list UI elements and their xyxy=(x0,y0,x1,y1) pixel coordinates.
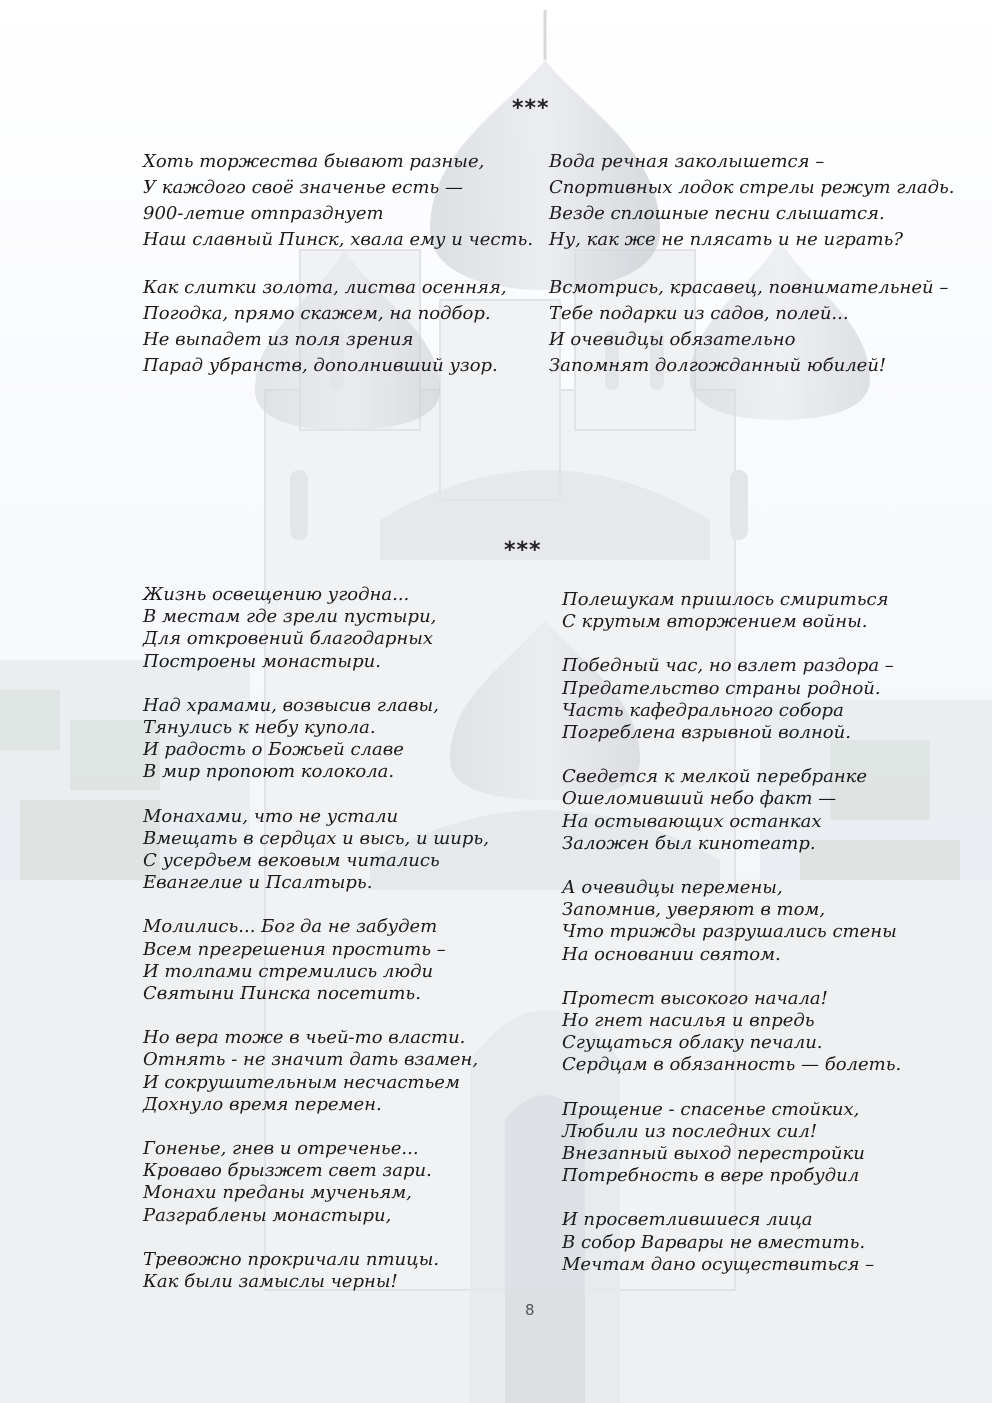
poem-line: На основании святом. xyxy=(562,943,781,965)
poem-line: Запомнят долгожданный юбилей! xyxy=(549,355,887,376)
poem-line: На остывающих останках xyxy=(562,810,822,832)
poem-line: Полешукам пришлось смириться xyxy=(562,589,889,610)
poem-line: С усердьем вековым читались xyxy=(143,850,440,872)
stanza xyxy=(562,1099,901,1188)
poem-line: Прощение - спасенье стойких, xyxy=(562,1098,860,1120)
stanza xyxy=(143,275,533,379)
stanza xyxy=(143,806,489,895)
poem-line: В собор Варвары не вместить. xyxy=(562,1231,866,1253)
poem-line: Сведется к мелкой перебранке xyxy=(562,766,868,788)
poem-line: Предательство страны родной. xyxy=(562,677,881,699)
poem-line: Внезапный выход перестройки xyxy=(562,1143,865,1165)
section1-right-poem xyxy=(549,149,955,401)
poem-line: Тревожно прокричали птицы. xyxy=(143,1248,440,1270)
poem-line: И толпами стремились люди xyxy=(143,960,434,982)
stanza xyxy=(562,988,901,1077)
poem-line: Часть кафедрального собора xyxy=(562,699,844,721)
poem-line: Не выпадет из поля зрения xyxy=(143,329,414,350)
stanza xyxy=(143,1249,489,1293)
stanza xyxy=(143,1027,489,1116)
stanza xyxy=(562,589,901,633)
section2-right-poem xyxy=(562,589,901,1298)
poem-line: Жизнь освещению угодна... xyxy=(143,584,410,605)
poem-line: Всем прегрешения простить – xyxy=(143,938,446,960)
poem-line: Над храмами, возвысив главы, xyxy=(143,694,439,716)
poem-line: В мир пропоют колокола. xyxy=(143,761,395,783)
section2-separator: *** xyxy=(504,538,542,563)
poem-line: 900-летие отпразднует xyxy=(143,203,384,224)
poem-line: Монахами, что не устали xyxy=(143,805,399,827)
poem-line: Погреблена взрывной волной. xyxy=(562,722,851,744)
poem-line: Святыни Пинска посетить. xyxy=(143,983,421,1005)
poem-line: Вода речная заколышется – xyxy=(549,151,825,172)
poem-line: Тебе подарки из садов, полей... xyxy=(549,303,849,324)
poem-line: Погодка, прямо скажем, на подбор. xyxy=(143,303,491,324)
poem-line: Гоненье, гнев и отреченье... xyxy=(143,1138,419,1160)
poem-line: И просветлившиеся лица xyxy=(562,1209,813,1231)
poem-line: Заложен был кинотеатр. xyxy=(562,832,816,854)
poem-line: А очевидцы перемены, xyxy=(562,877,783,899)
stanza xyxy=(143,149,533,253)
poem-line: Разграблены монастыри, xyxy=(143,1204,392,1226)
poem-line: Парад убранств, дополнивший узор. xyxy=(143,355,498,376)
poem-line: Отнять - не значит дать взамен, xyxy=(143,1049,479,1071)
poem-line: Запомнив, уверяют в том, xyxy=(562,899,826,921)
poem-line: Вмещать в сердцах и высь, и ширь, xyxy=(143,827,489,849)
poem-line: В местам где зрели пустыри, xyxy=(143,606,437,628)
stanza xyxy=(562,877,901,966)
stanza xyxy=(143,695,489,784)
stanza xyxy=(562,766,901,855)
section1-left-poem xyxy=(143,149,533,401)
poem-line: Хоть торжества бывают разные, xyxy=(143,151,485,172)
poem-line: Любили из последних сил! xyxy=(562,1120,818,1142)
page-number: 8 xyxy=(525,1301,535,1319)
poem-line: Как слитки золота, листва осенняя, xyxy=(143,277,507,298)
poem-line: Потребность в вере пробудил xyxy=(562,1165,860,1187)
poem-line: Тянулись к небу купола. xyxy=(143,717,376,739)
section2-left-poem xyxy=(143,584,489,1315)
poem-line: Протест высокого начала! xyxy=(562,987,828,1009)
poem-line: Сгущаться облаку печали. xyxy=(562,1032,823,1054)
poem-line: Победный час, но взлет раздора – xyxy=(562,655,894,677)
poem-line: Для откровений благодарных xyxy=(143,628,434,650)
poem-line: Наш славный Пинск, хвала ему и честь. xyxy=(143,229,534,250)
poem-line: И радость о Божьей славе xyxy=(143,739,404,761)
poem-line: Как были замыслы черны! xyxy=(143,1271,398,1293)
poem-line: Что трижды разрушались стены xyxy=(562,921,897,943)
stanza xyxy=(549,149,955,253)
poem-line: Везде сплошные песни слышатся. xyxy=(549,203,885,224)
stanza xyxy=(562,1209,901,1276)
poem-line: Спортивных лодок стрелы режут гладь. xyxy=(549,177,955,198)
poem-line: Всмотрись, красавец, повнимательней – xyxy=(549,277,949,298)
poem-line: С крутым вторжением войны. xyxy=(562,611,868,633)
poem-line: Монахи преданы мученьям, xyxy=(143,1182,412,1204)
poem-line: Построены монастыри. xyxy=(143,650,381,672)
poem-line: У каждого своё значенье есть — xyxy=(143,177,463,198)
poem-line: Но гнет насилья и впредь xyxy=(562,1010,815,1032)
poem-line: Ну, как же не плясать и не играть? xyxy=(549,229,903,250)
poem-line: И сокрушительным несчастьем xyxy=(143,1071,460,1093)
stanza xyxy=(549,275,955,379)
stanza xyxy=(143,916,489,1005)
poem-line: Дохнуло время перемен. xyxy=(143,1093,382,1115)
poem-line: Ошеломивший небо факт — xyxy=(562,788,837,810)
poem-line: Мечтам дано осуществиться – xyxy=(562,1253,875,1275)
stanza xyxy=(143,1138,489,1227)
poem-line: Евангелие и Псалтырь. xyxy=(143,872,373,894)
poem-line: Сердцам в обязанность — болеть. xyxy=(562,1054,902,1076)
poem-line: Но вера тоже в чьей-то власти. xyxy=(143,1027,466,1049)
stanza xyxy=(562,655,901,744)
poem-line: Молились... Бог да не забудет xyxy=(143,916,438,938)
section1-separator: *** xyxy=(512,96,550,121)
poem-line: И очевидцы обязательно xyxy=(549,329,796,350)
stanza xyxy=(143,584,489,673)
poem-line: Кроваво брызжет свет зари. xyxy=(143,1160,432,1182)
